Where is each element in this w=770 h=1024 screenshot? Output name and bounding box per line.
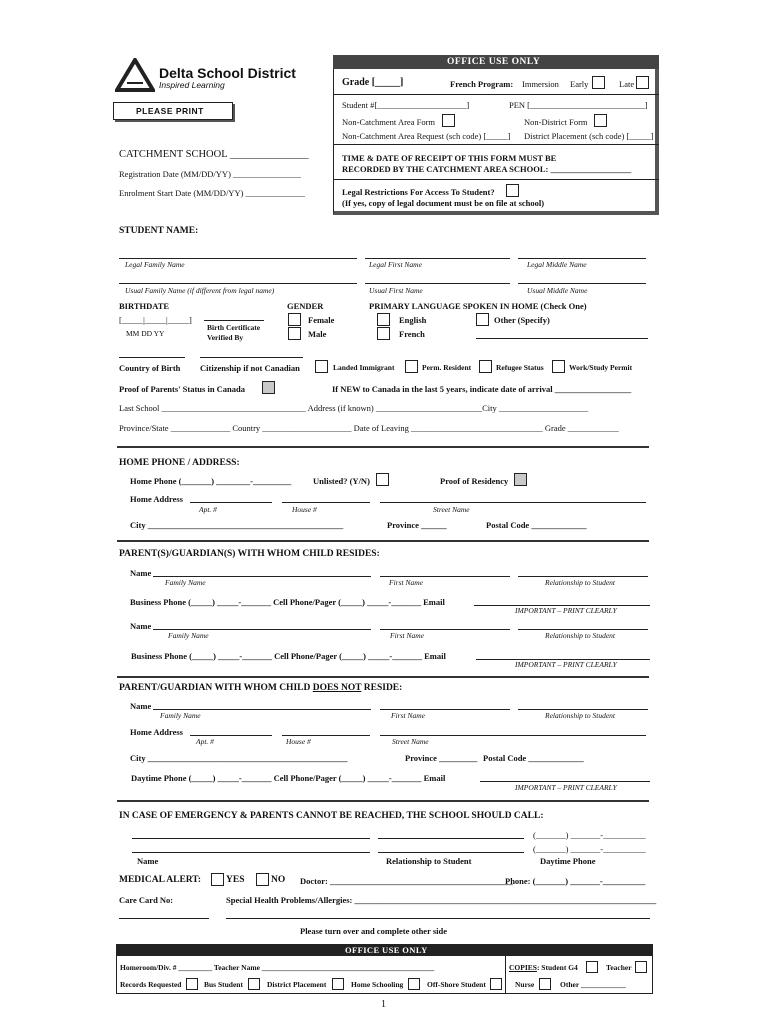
first-name-caption: First Name: [390, 631, 424, 640]
emergency-name-caption: Name: [137, 856, 159, 866]
citizenship-input[interactable]: [200, 357, 303, 358]
receipt-line-1: TIME & DATE OF RECEIPT OF THIS FORM MUST BE: [342, 153, 557, 163]
early-checkbox[interactable]: [592, 76, 605, 89]
other-language-checkbox[interactable]: [476, 313, 489, 326]
relationship-caption: Relationship to Student: [545, 578, 615, 587]
landed-immigrant-checkbox[interactable]: [315, 360, 328, 373]
perm-resident-label: Perm. Resident: [422, 363, 472, 372]
legal-family-name-caption: Legal Family Name: [125, 260, 185, 269]
nonres-email-input[interactable]: [480, 781, 650, 782]
usual-first-name-input[interactable]: [365, 283, 510, 284]
proof-status-checkbox[interactable]: [262, 381, 275, 394]
emergency-relationship-caption: Relationship to Student: [386, 856, 472, 866]
legal-restrictions-label: Legal Restrictions For Access To Student?: [342, 187, 495, 197]
divider: [333, 94, 659, 95]
care-card-input[interactable]: [119, 918, 209, 919]
district-tagline: Inspired Learning: [159, 80, 225, 90]
emergency-1-phone[interactable]: (_______) _______-__________: [533, 830, 646, 840]
unlisted-label: Unlisted? (Y/N): [313, 476, 370, 486]
section-divider: [117, 800, 649, 802]
emergency-1-relationship-input[interactable]: [378, 838, 524, 839]
emergency-1-name-input[interactable]: [132, 838, 370, 839]
nonres-first-input[interactable]: [380, 709, 510, 710]
usual-middle-name-input[interactable]: [518, 283, 646, 284]
teacher-copy-label: Teacher: [606, 963, 632, 972]
nonres-postal-field[interactable]: Postal Code _____________: [483, 753, 584, 763]
registration-date-field[interactable]: Registration Date (MM/DD/YY) ________________: [119, 169, 302, 179]
proof-status-label: Proof of Parents' Status in Canada: [119, 384, 246, 394]
gender-label: GENDER: [287, 301, 324, 311]
legal-family-name-input[interactable]: [119, 258, 357, 259]
guardian-2-first-input[interactable]: [380, 629, 510, 630]
apt-caption: Apt. #: [196, 737, 214, 746]
non-district-form-checkbox[interactable]: [594, 114, 607, 127]
relationship-caption: Relationship to Student: [545, 631, 615, 640]
non-district-form-label: Non-District Form: [524, 117, 588, 127]
student-g4-checkbox[interactable]: [586, 961, 598, 973]
late-label: Late: [619, 79, 635, 89]
house-input[interactable]: [282, 502, 370, 503]
doctor-phone-field[interactable]: Phone: (_______) _______-__________: [505, 876, 646, 886]
nonres-family-input[interactable]: [153, 709, 371, 710]
street-caption: Street Name: [433, 505, 470, 514]
nonres-province-field[interactable]: Province _________: [405, 753, 478, 763]
nurse-checkbox[interactable]: [539, 978, 551, 990]
arrival-date-field[interactable]: If NEW to Canada in the last 5 years, indicate date of arrival __________________: [332, 384, 632, 394]
section-divider: [117, 676, 649, 678]
medical-alert-label: MEDICAL ALERT:: [119, 875, 202, 885]
nonres-phones[interactable]: Daytime Phone (_____) _____-_______ Cell Phone/Pager (_____) _____-_______ Email: [131, 773, 446, 783]
student-g4-label: : Student G4: [536, 963, 578, 972]
family-name-caption: Family Name: [168, 631, 209, 640]
special-health-field[interactable]: Special Health Problems/Allergies: _______________________________________________________________________: [226, 895, 657, 905]
special-health-input-2[interactable]: [226, 918, 650, 919]
apt-input[interactable]: [190, 502, 272, 503]
divider: [333, 179, 659, 180]
unlisted-checkbox[interactable]: [376, 473, 389, 486]
postal-code-field[interactable]: Postal Code _____________: [486, 520, 587, 530]
birthdate-label: BIRTHDATE: [119, 301, 170, 311]
english-checkbox[interactable]: [377, 313, 390, 326]
medical-yes-checkbox[interactable]: [211, 873, 224, 886]
non-catchment-request-field[interactable]: Non-Catchment Area Request (sch code) [_____]: [342, 131, 511, 141]
family-name-caption: Family Name: [160, 711, 201, 720]
legal-restrictions-checkbox[interactable]: [506, 184, 519, 197]
citizenship-label: Citizenship if not Canadian: [200, 363, 300, 373]
work-study-permit-checkbox[interactable]: [552, 360, 565, 373]
other-copy-field[interactable]: Other ____________: [560, 980, 626, 989]
house-caption: House #: [292, 505, 317, 514]
nonres-heading-pre: PARENT/GUARDIAN WITH WHOM CHILD: [119, 683, 311, 693]
nonres-heading: [119, 684, 402, 694]
nonres-street-input[interactable]: [380, 735, 646, 736]
catchment-school-field[interactable]: CATCHMENT SCHOOL _______________: [119, 149, 309, 160]
nonres-address-label: Home Address: [130, 727, 183, 737]
proof-residency-label: Proof of Residency: [440, 476, 509, 486]
home-heading: HOME PHONE / ADDRESS:: [119, 458, 240, 468]
guardians-heading: PARENT(S)/GUARDIAN(S) WITH WHOM CHILD RESIDES:: [119, 549, 380, 559]
nonres-apt-input[interactable]: [190, 735, 272, 736]
relationship-caption: Relationship to Student: [545, 711, 615, 720]
city-field[interactable]: City ______________________________________________: [130, 520, 344, 530]
country-of-birth-input[interactable]: [119, 357, 185, 358]
guardian-1-name-label: Name: [130, 568, 152, 578]
divider: [333, 144, 659, 145]
french-checkbox[interactable]: [377, 327, 390, 340]
landed-immigrant-label: Landed Immigrant: [333, 363, 395, 372]
primary-language-label: PRIMARY LANGUAGE SPOKEN IN HOME (Check One): [369, 301, 587, 311]
teacher-copy-checkbox[interactable]: [635, 961, 647, 973]
street-caption: Street Name: [392, 737, 429, 746]
usual-family-name-input[interactable]: [119, 283, 357, 284]
emergency-2-phone[interactable]: (_______) _______-__________: [533, 844, 646, 854]
emergency-2-relationship-input[interactable]: [378, 852, 524, 853]
copies-word: COPIES: [509, 963, 537, 972]
birth-cert-label-2: Verified By: [207, 333, 244, 342]
student-number-field[interactable]: Student #[_____________________]: [342, 100, 470, 110]
emergency-2-name-input[interactable]: [132, 852, 370, 853]
early-label: Early: [570, 79, 589, 89]
emergency-daytime-caption: Daytime Phone: [540, 856, 596, 866]
district-logo: [115, 58, 155, 92]
pen-field[interactable]: PEN [___________________________]: [509, 100, 648, 110]
birthdate-input[interactable]: [_____|_____|_____]: [119, 315, 192, 325]
important-note: IMPORTANT – PRINT CLEARLY: [515, 783, 617, 792]
birth-cert-label-1: Birth Certificate: [207, 323, 261, 332]
important-note: IMPORTANT – PRINT CLEARLY: [515, 606, 617, 615]
legal-first-name-input[interactable]: [365, 258, 510, 259]
first-name-caption: First Name: [391, 711, 425, 720]
emergency-heading: IN CASE OF EMERGENCY & PARENTS CANNOT BE REACHED, THE SCHOOL SHOULD CALL:: [119, 811, 544, 821]
medical-no-checkbox[interactable]: [256, 873, 269, 886]
district-name: Delta School District: [159, 65, 296, 81]
footer-title: OFFICE USE ONLY: [345, 945, 428, 955]
home-address-label: Home Address: [130, 494, 183, 504]
street-input[interactable]: [380, 502, 646, 503]
guardian-2-family-input[interactable]: [153, 629, 371, 630]
offshore-student-label: Off-Shore Student: [427, 980, 486, 989]
province-country-row[interactable]: Province/State ______________ Country _____________________ Date of Leaving _______________________________ Grade ____________: [119, 423, 619, 433]
immersion-label: Immersion: [522, 79, 559, 89]
perm-resident-checkbox[interactable]: [405, 360, 418, 373]
guardian-2-relationship-input[interactable]: [518, 629, 648, 630]
guardian-1-phones[interactable]: Business Phone (_____) _____-_______ Cell Phone/Pager (_____) _____-_______ Email: [130, 597, 445, 607]
legal-middle-name-input[interactable]: [518, 258, 646, 259]
late-checkbox[interactable]: [636, 76, 649, 89]
nurse-label: Nurse: [515, 980, 535, 989]
legal-note: (If yes, copy of legal document must be on file at school): [342, 198, 545, 208]
usual-first-name-caption: Usual First Name: [369, 286, 423, 295]
page-number: 1: [381, 999, 386, 1010]
nonres-city-field[interactable]: City _______________________________________________: [130, 753, 348, 763]
offshore-student-checkbox[interactable]: [490, 978, 502, 990]
home-schooling-label: Home Schooling: [351, 980, 404, 989]
province-field[interactable]: Province ______: [387, 520, 447, 530]
doctor-field[interactable]: Doctor: ___________________________________________: [300, 876, 513, 886]
office-use-title: OFFICE USE ONLY: [447, 57, 541, 67]
other-language-input[interactable]: [476, 338, 648, 339]
medical-yes-label: YES: [226, 875, 245, 885]
guardian-2-name-label: Name: [130, 621, 152, 631]
medical-no-label: NO: [271, 875, 286, 885]
proof-residency-checkbox[interactable]: [514, 473, 527, 486]
house-caption: House #: [286, 737, 311, 746]
english-label: English: [399, 315, 427, 325]
legal-middle-name-caption: Legal Middle Name: [527, 260, 587, 269]
receipt-line-2: RECORDED BY THE CATCHMENT AREA SCHOOL: ___________________: [342, 164, 632, 174]
nonres-heading-underlined: DOES NOT: [312, 683, 362, 693]
guardian-1-first-input[interactable]: [380, 576, 510, 577]
student-name-heading: STUDENT NAME:: [119, 226, 199, 236]
last-school-row[interactable]: Last School __________________________________ Address (if known) _________________________City _____________________: [119, 403, 589, 413]
grade-field[interactable]: Grade [_____]: [342, 77, 404, 88]
section-divider: [117, 540, 649, 542]
male-checkbox[interactable]: [288, 327, 301, 340]
male-label: Male: [308, 329, 327, 339]
non-catchment-form-checkbox[interactable]: [442, 114, 455, 127]
please-print-label: PLEASE PRINT: [136, 106, 204, 116]
guardian-2-phones[interactable]: Business Phone (_____) _____-_______ Cell Phone/Pager (_____) _____-_______ Email: [131, 651, 446, 661]
footer-divider: [505, 956, 506, 994]
homeroom-teacher-field[interactable]: Homeroom/Div. # _________ Teacher Name ______________________________________________: [120, 963, 435, 972]
important-note: IMPORTANT – PRINT CLEARLY: [515, 660, 617, 669]
other-language-label: Other (Specify): [494, 315, 550, 325]
work-study-permit-label: Work/Study Permit: [569, 363, 633, 372]
birthdate-format: MM DD YY: [126, 329, 165, 338]
refugee-status-checkbox[interactable]: [479, 360, 492, 373]
care-card-label: Care Card No:: [119, 895, 174, 905]
home-schooling-checkbox[interactable]: [408, 978, 420, 990]
guardian-1-family-input[interactable]: [153, 576, 371, 577]
country-of-birth-label: Country of Birth: [119, 363, 181, 373]
district-placement-field[interactable]: District Placement (sch code) [_____]: [524, 131, 654, 141]
nonres-house-input[interactable]: [282, 735, 370, 736]
nonres-heading-post: RESIDE:: [363, 683, 403, 693]
home-phone-field[interactable]: Home Phone (_______) ________-_________: [130, 476, 292, 486]
section-divider: [117, 446, 649, 448]
usual-family-name-caption: Usual Family Name (if different from legal name): [125, 286, 275, 295]
guardian-1-relationship-input[interactable]: [518, 576, 648, 577]
copies-label: [509, 964, 578, 972]
nonres-relationship-input[interactable]: [518, 709, 648, 710]
bus-student-checkbox[interactable]: [248, 978, 260, 990]
legal-first-name-caption: Legal First Name: [369, 260, 422, 269]
turn-over-note: Please turn over and complete other side: [300, 926, 447, 936]
female-label: Female: [308, 315, 335, 325]
female-checkbox[interactable]: [288, 313, 301, 326]
records-requested-checkbox[interactable]: [186, 978, 198, 990]
french-label: French: [399, 329, 425, 339]
district-placement-label: District Placement: [267, 980, 327, 989]
records-requested-label: Records Requested: [120, 980, 182, 989]
bus-student-label: Bus Student: [204, 980, 243, 989]
family-name-caption: Family Name: [165, 578, 206, 587]
district-placement-checkbox[interactable]: [332, 978, 344, 990]
non-catchment-form-label: Non-Catchment Area Form: [342, 117, 436, 127]
french-program-label: French Program:: [450, 79, 514, 89]
enrolment-date-field[interactable]: Enrolment Start Date (MM/DD/YY) ______________: [119, 188, 306, 198]
first-name-caption: First Name: [389, 578, 423, 587]
usual-middle-name-caption: Usual Middle Name: [527, 286, 588, 295]
refugee-status-label: Refugee Status: [496, 363, 544, 372]
nonres-name-label: Name: [130, 701, 152, 711]
birth-cert-line: [204, 320, 264, 321]
apt-caption: Apt. #: [199, 505, 217, 514]
